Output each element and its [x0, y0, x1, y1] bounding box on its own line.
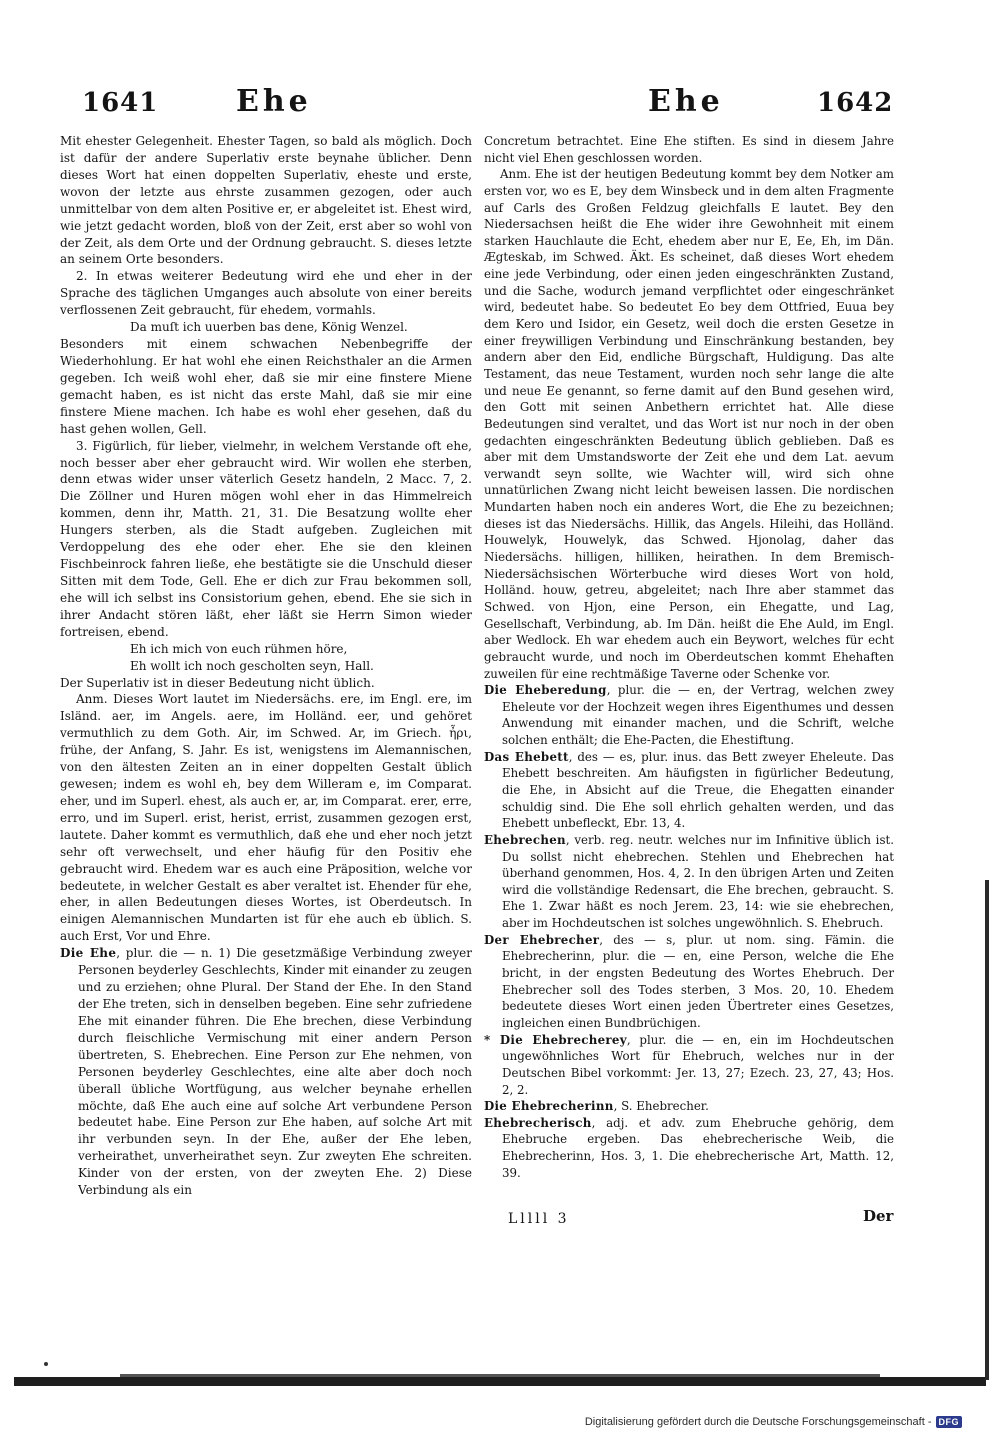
dictionary-entry: Die Eheberedung, plur. die — en, der Vertrag, welchen zwey Eheleute vor der Hochzeit wegen ihres Eigenthumes und dessen Anwendung mit einander machen, und die Schrift, welche solchen enthält; die Ehe-Pacten, die Ehestiftung. [484, 683, 894, 748]
catchword: Der [863, 1207, 894, 1225]
page-number-right: 1642 [817, 88, 894, 118]
scan-edge-bar [14, 1377, 986, 1386]
entry-lemma: * Die Ehebrecherey [484, 1032, 627, 1047]
dictionary-entry: Das Ehebett, des — es, plur. inus. das Bett zweyer Eheleute. Das Ehebett beschreiten. Am häufigsten in figürlicher Bedeutung, die Ehe, in Absicht auf die Treue, die Ehegatten einander schuldig sind. Die Ehe soll ehrlich gehalten werden, und das Ehebett unbefleckt, Ebr. 13, 4. [484, 749, 894, 831]
entry-lemma: Das Ehebett [484, 749, 569, 764]
running-head-right: Ehe [648, 84, 724, 119]
entry-lemma: Ehebrechen [484, 832, 566, 847]
entry-lemma: Ehebrecherisch [484, 1115, 592, 1130]
left-column [60, 133, 472, 1199]
paragraph: Anm. Dieses Wort lautet im Niedersächs. ere, im Engl. ere, im Isländ. aer, im Angels. aere, im Holländ. eer, und gehöret vermuthlich zu dem Goth. Air, im Schwed. Ar, im Griech. ἦρι, frühe, der Anfang, S. Jahr. Es ist, wenigstens im Alemannischen, von den ältesten Zeiten an in einer doppelten Gestalt üblich gewesen; indem es wohl eh, bey dem Willeram e, im Comparat. eher, und im Superl. ehest, als auch er, ar, im Comparat. erer, erre, erro, und im Superl. erist, herist, errist, zusammen gezogen erst, lautete. Daher kommt es vermuthlich, daß ehe und eher noch jetzt sehr oft verwechselt, und eher häufig für den Positiv ehe gebraucht wird. Ehedem war es auch eine Präposition, welche vor bedeutete, in welcher Gestalt es aber veraltet ist. Ehender für ehe, eher, in allen Bedeutungen dieses Wortes, ist Oberdeutsch. In einigen Alemannischen Mundarten ist für ehe auch eb üblich. S. auch Erst, Vor und Ehre. [60, 692, 472, 944]
dictionary-entry: Ehebrechen, verb. reg. neutr. welches nur im Infinitive üblich ist. Du sollst nicht ehebrechen. Stehlen und Ehebrechen hat überhand genommen, Hos. 4, 2. In den übrigen Arten und Zeiten wird die vollständige Redensart, die Ehe brechen, gebraucht. S. Ehe 1. Zwar häßt es noch Jerem. 23, 14: wie sie ehebrechen, aber im Hochdeutschen ist solches ungewöhnlich. S. Ehebruch. [484, 832, 894, 931]
dictionary-entry: Die Ehebrecherinn, S. Ehebrecher. [484, 1099, 709, 1114]
paragraph: 2. In etwas weiterer Bedeutung wird ehe und eher in der Sprache des täglichen Umganges auch absolute von einer bereits verflossenen Zeit gebraucht, für ehedem, vormahls. [60, 269, 472, 318]
dictionary-entry: * Die Ehebrecherey, plur. die — en, ein im Hochdeutschen ungewöhnliches Wort für Ehebruch, welches nur in der Deutschen Bibel vorkommt: Jer. 13, 27; Ezech. 23, 27, 43; Hos. 2, 2. [484, 1032, 895, 1097]
paragraph: Eh ich mich von euch rühmen höre, [130, 641, 348, 656]
dictionary-entry: Ehebrecherisch, adj. et adv. zum Ehebruche gehörig, dem Ehebruche ergeben. Das ehebrecherische Weib, die Ehebrecherinn, Hos. 3, 1. Die ehebrecherische Art, Matth. 12, 39. [484, 1115, 894, 1180]
entry-lemma: Die Ehebrecherinn [484, 1099, 614, 1114]
paragraph: Concretum betrachtet. Eine Ehe stiften. Es sind in diesem Jahre nicht viel Ehen geschlossen worden. [484, 134, 894, 165]
scan-speck [44, 1362, 48, 1366]
paragraph: Eh wollt ich noch gescholten seyn, Hall. [130, 658, 374, 673]
dictionary-entry: Die Ehe, plur. die — n. 1) Die gesetzmäßige Verbindung zweyer Personen beyderley Geschlechts, Kinder mit einander zu zeugen und zu erziehen; ohne Plural. Der Stand der Ehe. In den Stand der Ehe treten, sich in denselben begeben. Eine sehr zufriedene Ehe mit einander führen. Die Ehe brechen, diese Verbindung durch fleischliche Vermischung mit einer andern Person übertreten, S. Ehebrechen. Eine Person zur Ehe nehmen, von Personen beyderley Geschlechtes, eine alte aber doch noch überall übliche Wortfügung, aus welcher beynahe erhellen möchte, daß Ehe auch eine auf solche Art verbundene Person bedeutet habe. Eine Person zur Ehe haben, auf solche Art mit ihr verbunden seyn. In der Ehe, außer der Ehe leben, verheirathet, unverheirathet seyn. Zur zweyten Ehe schreiten. Kinder von der ersten, von der zweyten Ehe. 2) Diese Verbindung als ein [60, 946, 472, 1198]
running-head-left: Ehe [236, 84, 312, 119]
digitization-credit [585, 1416, 962, 1428]
printer-signature: Lllll 3 [508, 1211, 570, 1227]
paragraph: Mit ehester Gelegenheit. Ehester Tagen, so bald als möglich. Doch ist dafür der andere Superlativ erste beynahe üblicher. Denn dieses Wort hat einen doppelten Superlativ, eheste und erste, wovon der letzte aus ehrste zusammen gezogen, oder auch unmittelbar von dem alten Positive er, er abgeleitet ist. Ehest wird, wie jetzt gedacht worden, bloß von der Zeit, erst aber so wohl von der Zeit, als dem Orte und der Ordnung gebraucht. S. dieses letzte an seinem Orte besonders. [60, 134, 472, 267]
paragraph: Der Superlativ ist in dieser Bedeutung nicht üblich. [60, 675, 375, 690]
paragraph: 3. Figürlich, für lieber, vielmehr, in welchem Verstande oft ehe, noch besser aber eher gebraucht wird. Wir wollen ehe sterben, denn etwas wider unser väterlich Gesetz handeln, 2 Macc. 7, 2. Die Zöllner und Huren mögen wohl eher in das Himmelreich kommen, denn ihr, Matth. 21, 31. Die Besatzung wollte eher Hungers sterben, als die Stadt aufgeben. Zugleichen mit Verdoppelung des ehe oder eher. Ehe sie den kleinen Fischbeinrock fahren ließe, ehe bestätigte sie die Unschuld dieser Sitten mit dem Tode, Gell. Ehe er dich zur Frau bekommen soll, ehe will ich selbst ins Consistorium gehen, ebend. Ehe sie sich in ihrer Andacht stören läßt, eher läßt sie Herrn Simon wieder fortreisen, ebend. [60, 438, 472, 639]
entry-lemma: Der Ehebrecher [484, 932, 600, 947]
paragraph: Da muſt ich uuerben bas dene, König Wenzel. [130, 320, 408, 335]
scan-edge-right [985, 880, 989, 1380]
dfg-logo: DFG [936, 1416, 963, 1428]
entry-lemma: Die Ehe [60, 946, 117, 961]
paragraph: Anm. Ehe ist der heutigen Bedeutung kommt bey dem Notker am ersten vor, wo es E, bey dem Winsbeck und in dem alten Fragmente auf Carls des Großen Feldzug gleichfalls E lautet. Bey den Niedersachsen heißt die Ehe wider ihre Gewohnheit mit einem starken Hauchlaute die Echt, ehedem aber nur E, Ee, Eh, im Dän. Ægteskab, im Schwed. Äkt. Es scheinet, daß dieses Wort ehedem eine jede Verbindung, oder einen jeden eingeschränkten Zustand, und die Sache, wodurch jemand verpflichtet oder eingeschränket wird, bedeutet habe. So bedeutet Eo bey dem Ottfried, Euua bey dem Kero und Isidor, ein Gesetz, weil doch die ersten Gesetze in einer freywilligen Verbindung und Einschränkung bestanden, bey andern aber den Eid, endliche Bürgschaft, Huldigung. Das alte Testament, das neue Testament, wurden noch sehr lange die alte und neue Ee genannt, so ferne damit auf den Bund gesehen wird, den Gott mit seinen Anbethern errichtet hat. Alle diese Bedeutungen sind veraltet, und das Wort ist nur noch in der oben gedachten eingeschränkten Bedeutung üblich geblieben. Daß es aber mit dem Umstandsworte der Zeit ehe und dem Lat. aevum verwandt seyn sollte, wie Wachter will, wird sich ohne unnatürlichen Zwang nicht leicht beweisen lassen. Die nordischen Mundarten haben noch ein anderes Wort, die Ehe zu bezeichnen; dieses ist das Niedersächs. Hillik, das Angels. Hileihi, das Holländ. Houwelyk, Houwelyk, das Schwed. Hjonolag, daher das Niedersächs. hilligen, hilliken, heirathen. In dem Bremisch-Niedersächsischen Wörterbuche wird dieses Wort von hold, Holländ. houw, getreu, abgeleitet; nach Ihre aber stammet das Schwed. von Hjon, eine Person, ein Ehegatte, und Lag, Gesellschaft, Verbindung, ab. Im Dän. heißt die Ehe Auld, im Engl. aber Wedlock. Eh war ehedem auch ein Beywort, welches für echt gebraucht wurde, und noch im Oberdeutschen kommt Ehehaften zuweilen für eine rechtmäßige Taverne oder Schenke vor. [484, 167, 894, 681]
credit-text: Digitalisierung gefördert durch die Deutsche Forschungsgemeinschaft - [584, 1416, 932, 1428]
right-column [484, 133, 894, 1181]
entry-lemma: Die Eheberedung [484, 683, 607, 698]
page-number-left: 1641 [82, 88, 159, 118]
paragraph: Besonders mit einem schwachen Nebenbegriffe der Wiederhohlung. Er hat wohl ehe einen Reichsthaler an die Armen gegeben. Ich weiß wohl eher, daß sie mir eine finstere Miene gemacht haben, es ist nicht das erste Mahl, daß sie mir eine finstere Miene machen. Ich habe es wohl eher gesehen, daß du hast gehen wollen, Gell. [60, 337, 472, 436]
dictionary-entry: Der Ehebrecher, des — s, plur. ut nom. sing. Fämin. die Ehebrecherinn, plur. die — en, eine Person, welche die Ehe bricht, in der engsten Bedeutung des Wortes Ehebruch. Der Ehebrecher soll des Todes sterben, 3 Mos. 20, 10. Ehedem bedeutete dieses Wort einen jeden Übertreter eines Gesetzes, ingleichen einen Bundbrüchigen. [484, 932, 894, 1030]
